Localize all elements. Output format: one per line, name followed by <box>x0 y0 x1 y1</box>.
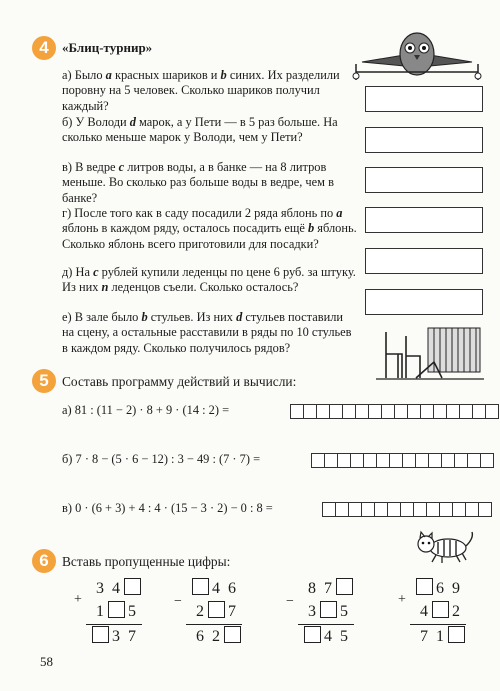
answer-cell[interactable] <box>381 404 395 419</box>
answer-box-d[interactable] <box>365 207 483 233</box>
digit: 9 <box>452 580 460 597</box>
digit-row <box>176 628 240 646</box>
answer-cell[interactable] <box>363 453 377 468</box>
task5-heading: Составь программу действий и вычисли: <box>62 374 297 389</box>
answer-cell[interactable] <box>303 404 317 419</box>
answer-cell[interactable] <box>368 404 382 419</box>
missing-digit-box[interactable] <box>192 578 209 595</box>
digit: 5 <box>340 603 348 620</box>
missing-digit-box[interactable] <box>320 601 337 618</box>
task5-expression-b: б) 7 · 8 − (5 · 6 − 12) : 3 − 49 : (7 · 7) = <box>62 452 261 466</box>
answer-cell[interactable] <box>446 404 460 419</box>
digit-row <box>176 580 240 598</box>
digit: 2 <box>212 628 220 645</box>
task4-item-a: а) Было a красных шариков и b синих. Их разделили поровну на 5 человек. Сколько шариков получил каждый? <box>62 68 340 113</box>
digit-row <box>288 628 352 646</box>
task6-heading: Вставь пропущенные цифры: <box>62 554 231 569</box>
answer-cell[interactable] <box>459 404 473 419</box>
answer-cell[interactable] <box>454 453 468 468</box>
digit-row <box>400 580 464 598</box>
digit: 1 <box>436 628 444 645</box>
sum-line <box>410 624 466 625</box>
digit-row <box>176 603 240 621</box>
answer-cell[interactable] <box>322 502 336 517</box>
digit: 2 <box>452 603 460 620</box>
task4-item-d: г) После того как в саду посадили 2 ряда яблонь по a яблонь в каждом ряду, осталось посадить ещё b яблонь. Сколько яблонь всего приготовили для посадки? <box>62 206 357 251</box>
answer-cell[interactable] <box>389 453 403 468</box>
digit: 6 <box>436 580 444 597</box>
chairs-illustration <box>376 322 484 382</box>
answer-box-c[interactable] <box>365 167 483 193</box>
answer-cell[interactable] <box>355 404 369 419</box>
answer-cell[interactable] <box>407 404 421 419</box>
answer-cell[interactable] <box>467 453 481 468</box>
answer-cell[interactable] <box>350 453 364 468</box>
answer-cell[interactable] <box>439 502 453 517</box>
answer-cell[interactable] <box>413 502 427 517</box>
missing-digit-box[interactable] <box>108 601 125 618</box>
answer-grid-c[interactable] <box>322 502 491 517</box>
answer-cell[interactable] <box>415 453 429 468</box>
digit-row <box>288 580 352 598</box>
answer-cell[interactable] <box>374 502 388 517</box>
answer-cell[interactable] <box>452 502 466 517</box>
answer-cell[interactable] <box>311 453 325 468</box>
missing-digit-box[interactable] <box>92 626 109 643</box>
digit: 4 <box>324 628 332 645</box>
digit: 3 <box>112 628 120 645</box>
digit: 7 <box>228 603 236 620</box>
digit: 4 <box>212 580 220 597</box>
digit-row <box>76 628 140 646</box>
missing-digit-box[interactable] <box>224 626 241 643</box>
plus-sign: + <box>74 592 82 607</box>
digit: 1 <box>96 603 104 620</box>
missing-digit-box[interactable] <box>416 578 433 595</box>
task-number-6: 6 <box>32 549 56 573</box>
sum-line <box>186 624 242 625</box>
digit: 7 <box>324 580 332 597</box>
digit: 7 <box>128 628 136 645</box>
digit: 4 <box>112 580 120 597</box>
digit: 3 <box>308 603 316 620</box>
page-number: 58 <box>40 654 53 669</box>
answer-cell[interactable] <box>400 502 414 517</box>
digit: 7 <box>420 628 428 645</box>
answer-cell[interactable] <box>478 502 492 517</box>
task4-item-c: в) В ведре c литров воды, а в банке — на 8 литров меньше. Во сколько раз больше воды в ведре, чем в банке? <box>62 160 334 205</box>
missing-digit-box[interactable] <box>432 601 449 618</box>
answer-cell[interactable] <box>348 502 362 517</box>
missing-digit-box[interactable] <box>336 578 353 595</box>
digit-row <box>400 603 464 621</box>
answer-cell[interactable] <box>387 502 401 517</box>
answer-box-e[interactable] <box>365 248 483 274</box>
answer-cell[interactable] <box>394 404 408 419</box>
answer-cell[interactable] <box>290 404 304 419</box>
task-number-4: 4 <box>32 36 56 60</box>
answer-cell[interactable] <box>420 404 434 419</box>
task5-expression-c: в) 0 · (6 + 3) + 4 : 4 · (15 − 3 · 2) − 0 : 8 = <box>62 501 273 515</box>
digit: 2 <box>196 603 204 620</box>
answer-cell[interactable] <box>342 404 356 419</box>
digit-row <box>400 628 464 646</box>
answer-cell[interactable] <box>329 404 343 419</box>
task4-item-b: б) У Володи d марок, а у Пети — в 5 раз больше. На сколько меньше марок у Володи, чем у Пети? <box>62 115 338 145</box>
task-number-5: 5 <box>32 369 56 393</box>
answer-cell[interactable] <box>433 404 447 419</box>
digit: 8 <box>308 580 316 597</box>
digit: 4 <box>420 603 428 620</box>
task4-title: «Блиц-турнир» <box>62 40 153 55</box>
answer-grid-a[interactable] <box>290 404 498 419</box>
missing-digit-box[interactable] <box>208 601 225 618</box>
answer-cell[interactable] <box>480 453 494 468</box>
minus-sign: − <box>286 594 294 609</box>
cat-illustration <box>414 530 476 564</box>
missing-digit-box[interactable] <box>448 626 465 643</box>
sum-line <box>86 624 142 625</box>
answer-cell[interactable] <box>324 453 338 468</box>
digit-row <box>76 580 140 598</box>
answer-box-b[interactable] <box>365 127 483 153</box>
answer-box-a[interactable] <box>365 86 483 112</box>
answer-cell[interactable] <box>316 404 330 419</box>
digit: 5 <box>128 603 136 620</box>
answer-cell[interactable] <box>472 404 486 419</box>
digit-row <box>76 603 140 621</box>
answer-cell[interactable] <box>337 453 351 468</box>
answer-cell[interactable] <box>441 453 455 468</box>
answer-cell[interactable] <box>361 502 375 517</box>
minus-sign: − <box>174 594 182 609</box>
answer-cell[interactable] <box>465 502 479 517</box>
answer-cell[interactable] <box>428 453 442 468</box>
missing-digit-box[interactable] <box>124 578 141 595</box>
answer-cell[interactable] <box>335 502 349 517</box>
answer-grid-b[interactable] <box>311 453 493 468</box>
digit: 6 <box>228 580 236 597</box>
owl-illustration <box>352 24 482 82</box>
digit-row <box>288 603 352 621</box>
digit: 5 <box>340 628 348 645</box>
answer-cell[interactable] <box>426 502 440 517</box>
answer-box-f[interactable] <box>365 289 483 315</box>
digit: 6 <box>196 628 204 645</box>
answer-cell[interactable] <box>376 453 390 468</box>
plus-sign: + <box>398 592 406 607</box>
task4-item-e: д) На c рублей купили леденцы по цене 6 руб. за штуку. Из них n леденцов съели. Сколько осталось? <box>62 265 356 295</box>
task4-item-f: е) В зале было b стульев. Из них d стульев поставили на сцену, а остальные расставили в ряды по 10 стульев в каждом ряду. Сколько получилось рядов? <box>62 310 352 355</box>
answer-cell[interactable] <box>402 453 416 468</box>
task5-expression-a: а) 81 : (11 − 2) · 8 + 9 · (14 : 2) = <box>62 403 230 417</box>
sum-line <box>298 624 354 625</box>
answer-cell[interactable] <box>485 404 499 419</box>
missing-digit-box[interactable] <box>304 626 321 643</box>
digit: 3 <box>96 580 104 597</box>
